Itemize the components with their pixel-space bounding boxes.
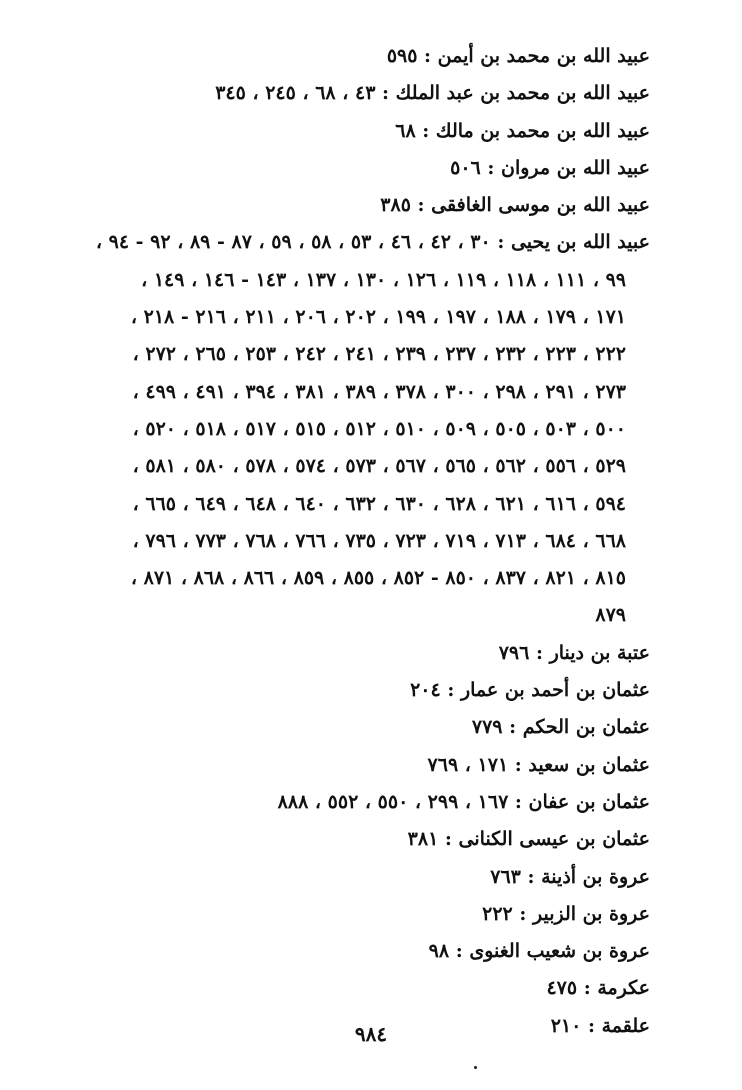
index-entry-continuation: ٥٠٠ ، ٥٠٣ ، ٥٠٥ ، ٥٠٩ ، ٥١٠ ، ٥١٢ ، ٥١٥ ، ٥١٧ ، ٥١٨ ، ٥٢٠ ،: [132, 417, 626, 440]
index-entry-continuation: ٦٦٨ ، ٦٨٤ ، ٧١٣ ، ٧١٩ ، ٧٢٣ ، ٧٣٥ ، ٧٦٦ ، ٧٦٨ ، ٧٧٣ ، ٧٩٦ ،: [132, 529, 626, 552]
index-entry-continuation: ٥٩٤ ، ٦١٦ ، ٦٢١ ، ٦٢٨ ، ٦٣٠ ، ٦٣٢ ، ٦٤٠ ، ٦٤٨ ، ٦٤٩ ، ٦٦٥ ،: [132, 492, 626, 515]
index-entry: عروة بن شعيب الغنوى : ٩٨: [428, 940, 650, 963]
index-entry: عثمان بن أحمد بن عمار : ٢٠٤: [410, 679, 650, 702]
index-entry: عبيد الله بن محمد بن مالك : ٦٨: [395, 119, 650, 142]
index-entry: عثمان بن عيسى الكنانى : ٣٨١: [407, 828, 650, 851]
index-entry: عبيد الله بن مروان : ٥٠٦: [450, 156, 650, 179]
index-entry: علقمة : ٢١٠: [550, 1014, 650, 1037]
index-entry-continuation: ٨١٥ ، ٨٢١ ، ٨٣٧ ، ٨٥٠ - ٨٥٢ ، ٨٥٥ ، ٨٥٩ ، ٨٦٦ ، ٨٦٨ ، ٨٧١ ،: [130, 567, 626, 590]
index-entry: عثمان بن الحكم : ٧٧٩: [471, 716, 650, 739]
index-entry-continuation: ٢٢٢ ، ٢٢٣ ، ٢٣٢ ، ٢٣٧ ، ٢٣٩ ، ٢٤١ ، ٢٤٢ ، ٢٥٣ ، ٢٦٥ ، ٢٧٢ ،: [132, 343, 626, 366]
index-entry: عثمان بن عفان : ١٦٧ ، ٢٩٩ ، ٥٥٠ ، ٥٥٢ ، ٨٨٨: [277, 790, 650, 813]
index-entry: عتبة بن دينار : ٧٩٦: [498, 641, 650, 664]
ink-speck: [474, 1066, 477, 1069]
index-entry: عبيد الله بن يحيى : ٣٠ ، ٤٢ ، ٤٦ ، ٥٣ ، ٥٨ ، ٥٩ ، ٨٧ - ٨٩ ، ٩٢ - ٩٤ ،: [95, 231, 650, 254]
index-entry-continuation: ٥٢٩ ، ٥٥٦ ، ٥٦٢ ، ٥٦٥ ، ٥٦٧ ، ٥٧٣ ، ٥٧٤ ، ٥٧٨ ، ٥٨٠ ، ٥٨١ ،: [132, 455, 626, 478]
index-entry: عبيد الله بن محمد بن عبد الملك : ٤٣ ، ٦٨ ، ٢٤٥ ، ٣٤٥: [215, 82, 650, 105]
index-entries: [40, 38, 650, 1045]
index-entry: عثمان بن سعيد : ١٧١ ، ٧٦٩: [427, 753, 650, 776]
index-entry-continuation: ٨٧٩: [595, 604, 626, 627]
index-entry: عروة بن أذينة : ٧٦٣: [490, 865, 650, 888]
index-entry: عروة بن الزبير : ٢٢٢: [482, 902, 650, 925]
index-entry-continuation: ١٧١ ، ١٧٩ ، ١٨٨ ، ١٩٧ ، ١٩٩ ، ٢٠٢ ، ٢٠٦ ، ٢١١ ، ٢١٦ - ٢١٨ ،: [130, 306, 626, 329]
page-number: ٩٨٤: [354, 1022, 388, 1046]
index-entry-continuation: ٢٧٣ ، ٢٩١ ، ٢٩٨ ، ٣٠٠ ، ٣٧٨ ، ٣٨٩ ، ٣٨١ ، ٣٩٤ ، ٤٩١ ، ٤٩٩ ،: [132, 380, 626, 403]
index-entry: عكرمة : ٤٧٥: [546, 977, 650, 1000]
index-entry: عبيد الله بن موسى الغافقى : ٣٨٥: [380, 194, 650, 217]
index-entry-continuation: ٩٩ ، ١١١ ، ١١٨ ، ١١٩ ، ١٢٦ ، ١٣٠ ، ١٣٧ ، ١٤٣ - ١٤٦ ، ١٤٩ ،: [141, 268, 626, 291]
index-entry: عبيد الله بن محمد بن أيمن : ٥٩٥: [386, 45, 650, 67]
